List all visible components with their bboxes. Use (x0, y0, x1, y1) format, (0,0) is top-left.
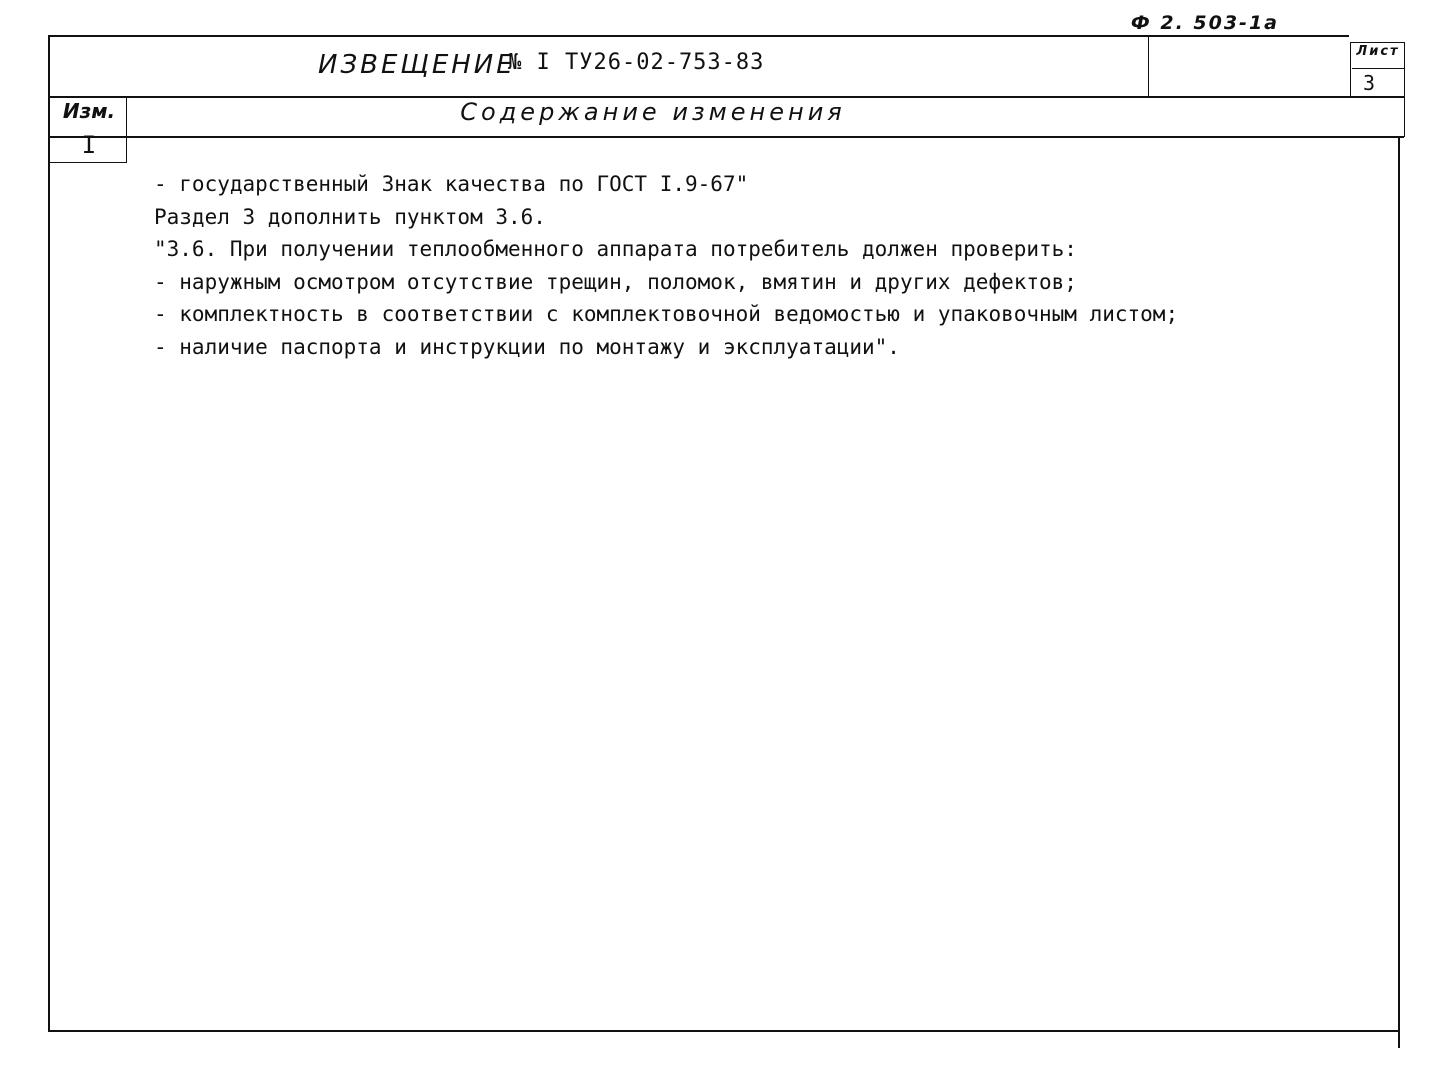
body-line: - наличие паспорта и инструкции по монтажу и эксплуатации". (154, 334, 900, 359)
body-line: - наружным осмотром отсутствие трещин, поломок, вмятин и других дефектов; (154, 269, 1077, 294)
body-line: Раздел 3 дополнить пунктом 3.6. (154, 204, 546, 229)
frame-top-border (48, 35, 1349, 37)
body-line: "3.6. При получении теплообменного аппарата потребитель должен проверить: (154, 237, 1077, 261)
sheet-box-top (1350, 42, 1404, 43)
sheet-value: 3 (1362, 71, 1376, 95)
body-line: - государственный Знак качества по ГОСТ I.9-67" (154, 172, 749, 196)
content-header: Содержание изменения (460, 98, 846, 126)
change-value: I (81, 131, 97, 159)
sheet-box-right (1404, 42, 1405, 137)
header-right-divider (1148, 37, 1149, 97)
notice-number: № I ТУ26-02-753-83 (508, 50, 765, 75)
frame-right-border (1398, 137, 1400, 1048)
notice-title: ИЗВЕЩЕНИЕ (318, 50, 516, 80)
sheet-box-left (1350, 42, 1351, 98)
sheet-box-divider (1352, 68, 1404, 69)
sheet-label: Лист (1356, 44, 1400, 59)
change-cell-bottom (50, 162, 127, 163)
change-column-divider (126, 97, 127, 163)
form-code: Ф 2. 503-1а (1130, 12, 1279, 34)
content-header-divider (50, 136, 1404, 138)
change-content (154, 168, 1178, 363)
frame-left-border (48, 35, 50, 1031)
body-line: - комплектность в соответствии с комплектовочной ведомостью и упаковочным листом; (154, 302, 1179, 326)
change-label: Изм. (62, 99, 116, 123)
frame-bottom-border (48, 1030, 1400, 1032)
